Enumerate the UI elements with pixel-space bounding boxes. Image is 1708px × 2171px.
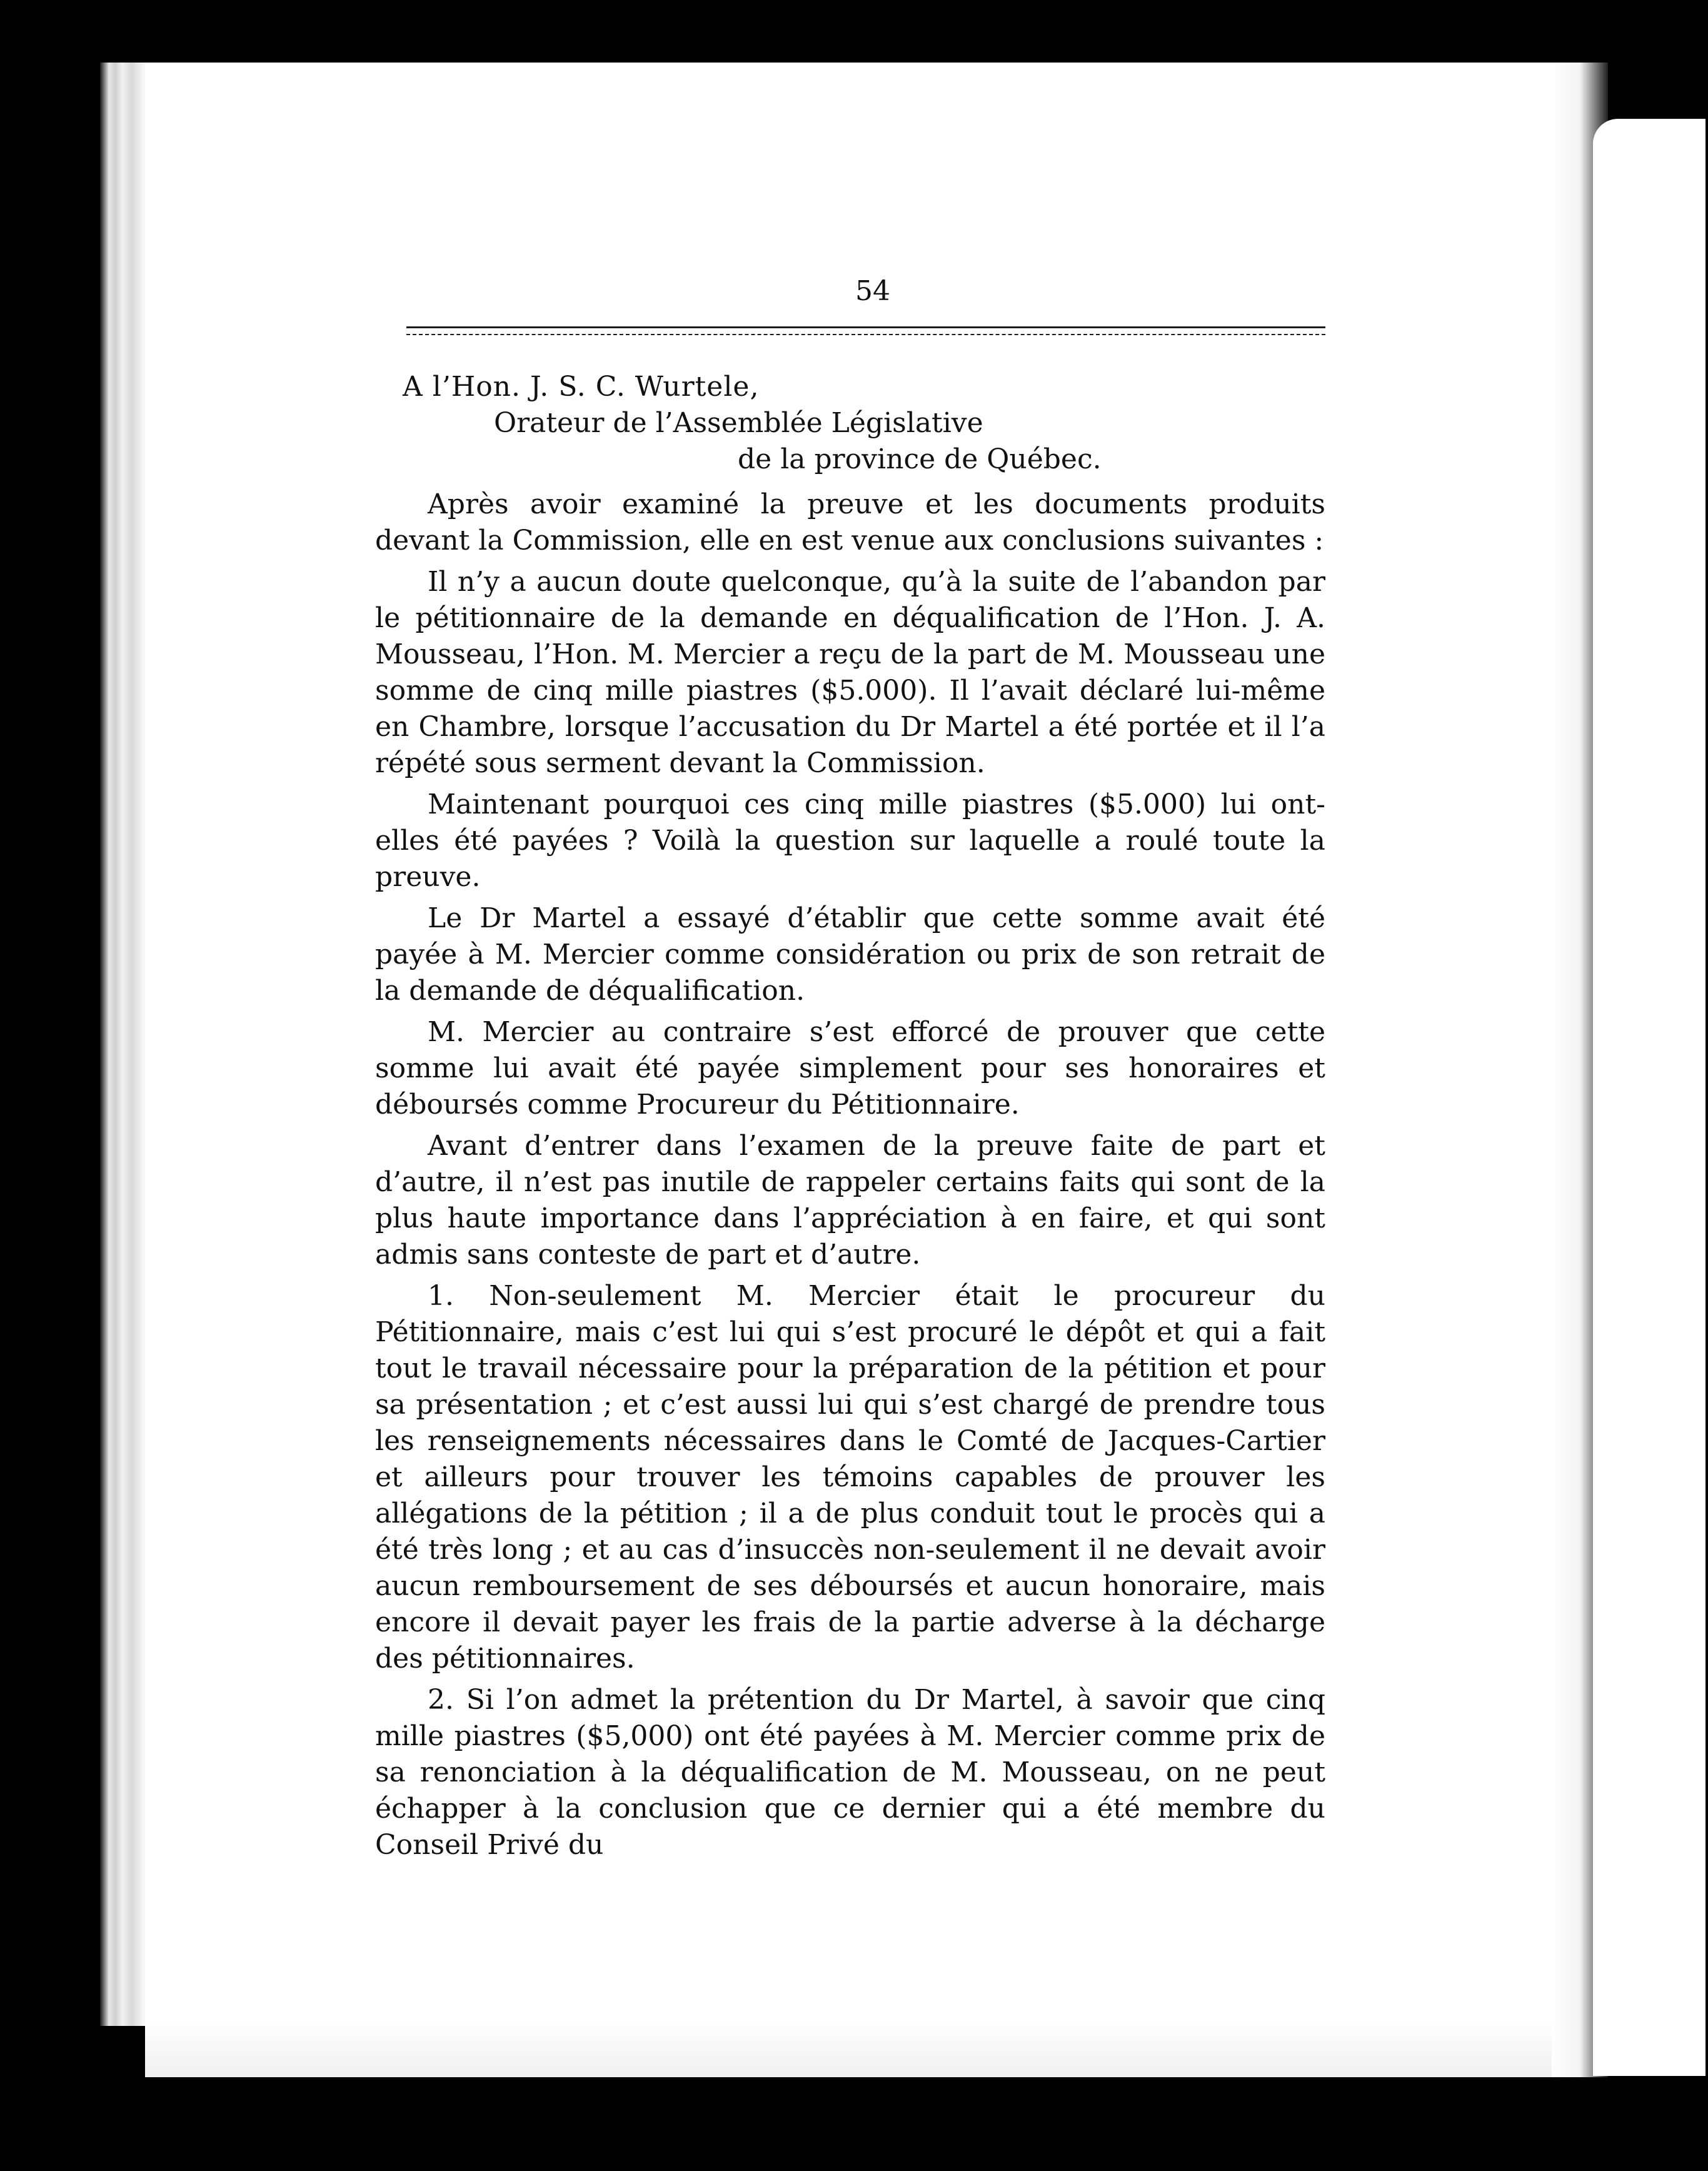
header-rule (406, 326, 1325, 328)
paragraph: Il n’y a aucun doute quelconque, qu’à la suite de l’abandon par le pétitionnaire de la demande en déqualification de l’Hon. J. A. Mousseau, l’Hon. M. Mercier a reçu de la part de M. Mousseau une somme de cinq mille piastres ($5.000). Il l’avait déclaré lui-même en Chambre, lorsque l’accusation du Dr Martel a été portée et il l’a répété sous serment devant la Commission. (375, 566, 1325, 779)
address-title: Orateur de l’Assemblée Législative (494, 407, 983, 439)
paragraph: Maintenant pourquoi ces cinq mille piastres ($5.000) lui ont-elles été payées ? Voilà la question sur laquelle a roulé toute la preuve. (375, 788, 1325, 893)
paragraph-numbered: 1. Non-seulement M. Mercier était le procureur du Pétitionnaire, mais c’est lui qui s’est procuré le dépôt et qui a fait tout le travail nécessaire pour la préparation de la pétition et pour sa présentation ; et c’est aussi lui qui s’est chargé de prendre tous les renseignements nécessaires dans le Comté de Jacques-Cartier et ailleurs pour trouver les témoins capables de prouver les allégations de la pétition ; il a de plus conduit tout le procès qui a été très long ; et au cas d’insuccès non-seulement il ne devait avoir aucun remboursement de ses déboursés et aucun honoraire, mais encore il devait payer les frais de la partie adverse à la décharge des pétitionnaires. (375, 1280, 1325, 1675)
address-province: de la province de Québec. (738, 443, 1102, 475)
page-bottom-shading (145, 2020, 1602, 2077)
page-number: 54 (855, 275, 890, 307)
facing-page-edge (1593, 119, 1705, 2076)
paragraph-numbered: 2. Si l’on admet la prétention du Dr Martel, à savoir que cinq mille piastres ($5,000) ont été payées à M. Mercier comme prix de sa renonciation à la déqualification de M. Mousseau, on ne peut échapper à la conclusion que ce dernier qui a été membre du Conseil Privé du (375, 1684, 1325, 1861)
paragraph: Le Dr Martel a essayé d’établir que cette somme avait été payée à M. Mercier comme considération ou prix de son retrait de la demande de déqualification. (375, 902, 1325, 1007)
address-recipient: A l’Hon. J. S. C. Wurtele, (403, 371, 760, 403)
paragraph: Avant d’entrer dans l’examen de la preuve faite de part et d’autre, il n’est pas inutile de rappeler certains faits qui sont de la plus haute importance dans l’appréciation à en faire, et qui sont admis sans conteste de part et d’autre. (375, 1130, 1325, 1271)
paragraph: Après avoir examiné la preuve et les documents produits devant la Commission, elle en est venue aux conclusions suivantes : (375, 488, 1325, 557)
document-body (375, 369, 1325, 1863)
header-rule-secondary (406, 334, 1325, 335)
paragraph: M. Mercier au contraire s’est efforcé de prouver que cette somme lui avait été payée simplement pour ses honoraires et déboursés comme Procureur du Pétitionnaire. (375, 1016, 1325, 1121)
